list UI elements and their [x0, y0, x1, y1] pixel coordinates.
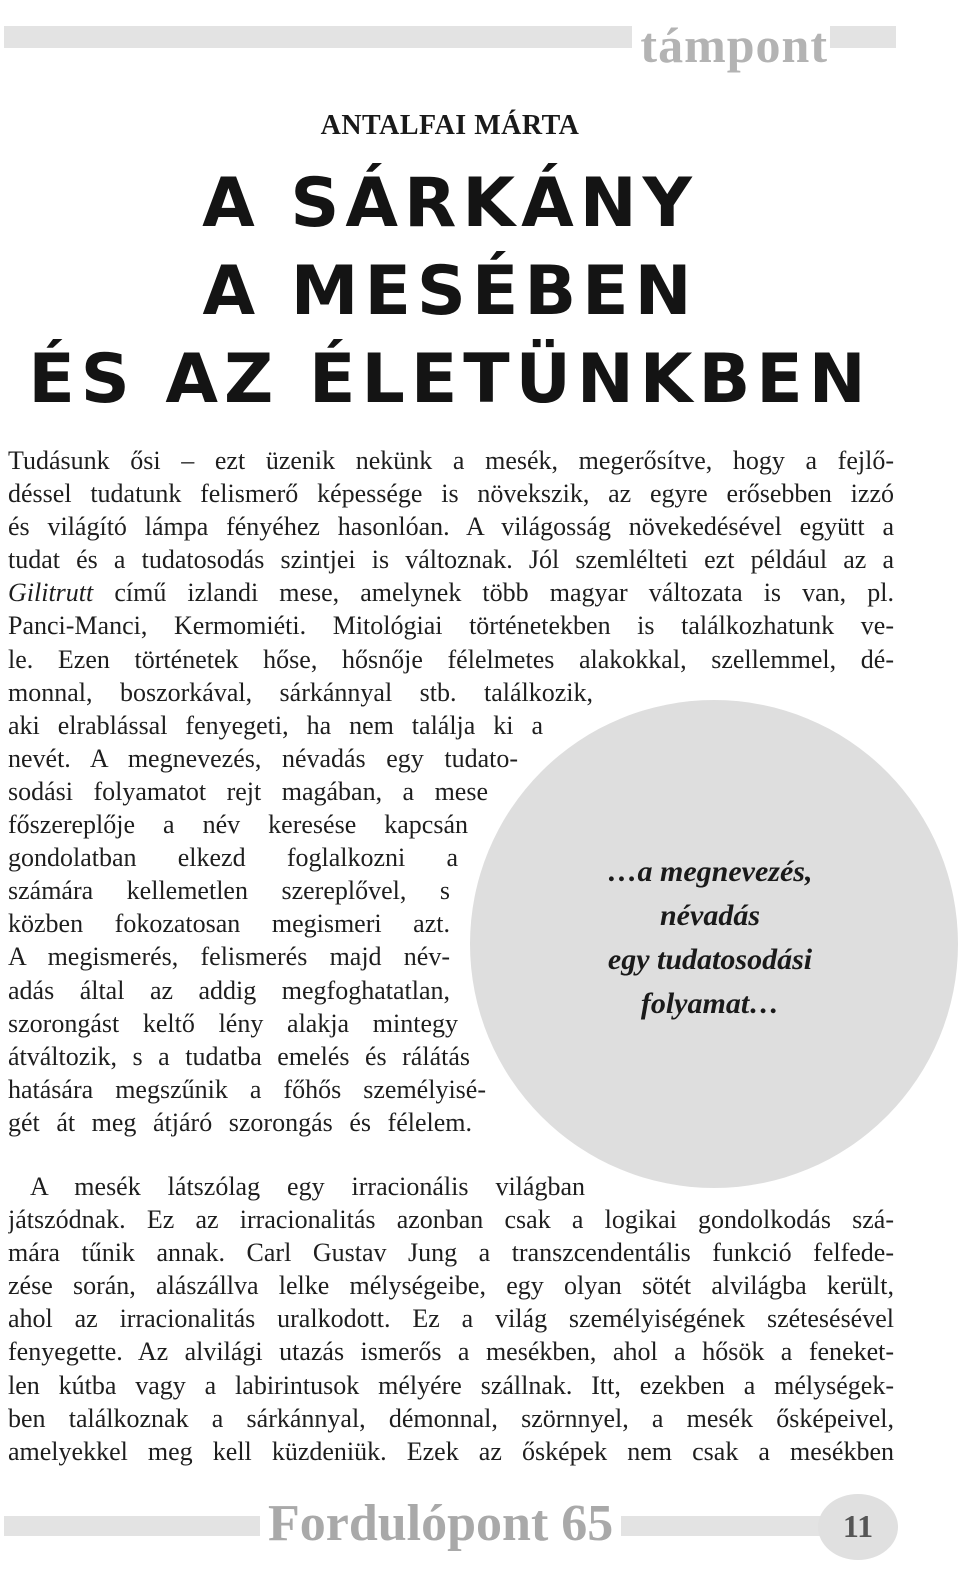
title-line: ÉS AZ ÉLETÜNKBEN [28, 340, 872, 419]
text-line: Tudásunk ősi – ezt üzenik nekünk a mesék, megerősítve, hogy a fejlő- [8, 446, 894, 475]
text-line: len kútba vagy a labirintusok mélyére szállnak. Itt, ezekben a mélységek- [8, 1370, 894, 1400]
text-line: számára kellemetlen szereplővel, s [8, 876, 450, 906]
text-line: ben találkoznak a sárkánnyal, démonnal, szörnnyel, a mesék ősképeivel, [8, 1403, 894, 1433]
text-line: főszereplője a név keresése kapcsán [8, 810, 468, 840]
text-line: közben fokozatosan megismeri azt. [8, 909, 450, 939]
journal-name: Fordulópont 65 [260, 1494, 621, 1554]
text-line: sodási folyamatot rejt magában, a mese [8, 776, 488, 806]
text-line: monnal, boszorkával, sárkánnyal stb. találkozik, [8, 677, 593, 707]
pull-quote [560, 850, 860, 1026]
text-line: fenyegette. Az alvilági utazás ismerős a mesékben, ahol a hősök a feneket- [8, 1337, 894, 1367]
article-title [0, 160, 900, 424]
text-line: nevét. A megnevezés, névadás egy tudato- [8, 743, 518, 773]
text-line: Panci-Manci, Kermomiéti. Mitológiai történetekben is találkozhatunk ve- [8, 611, 894, 641]
title-line: A MESÉBEN [202, 252, 698, 331]
text-line: aki elrablással fenyegeti, ha nem találja ki a [8, 710, 543, 740]
author-name: ANTALFAI MÁRTA [320, 110, 580, 141]
text-line: A mesék látszólag egy irracionális világban [30, 1172, 585, 1201]
pull-quote-line: folyamat… [640, 987, 780, 1020]
text-line: zése során, alászállva lelke mélységeibe, egy olyan sötét alvilágba került, [8, 1271, 894, 1301]
text-line: ahol az irracionalitás uralkodott. Ez a világ személyiségének szétesésével [8, 1304, 894, 1334]
text-line: gét át meg átjáró szorongás és félelem. [8, 1107, 472, 1137]
header-bar [4, 17, 896, 73]
pull-quote-line: …a megnevezés, [607, 855, 813, 888]
text-line: déssel tudatunk felismerő képessége is növekszik, az egyre erősebben izzó [8, 479, 894, 509]
text-line: mára tűnik annak. Carl Gustav Jung a transzcendentális funkció felfede- [8, 1238, 894, 1268]
text-line: adás által az addig megfoghatatlan, [8, 975, 450, 1005]
text-line: le. Ezen történetek hőse, hősnője félelmetes alakokkal, szellemmel, dé- [8, 644, 894, 674]
paragraph-2 [8, 1170, 894, 1468]
text-line: szorongást keltő lény alakja mintegy [8, 1008, 458, 1038]
page-number: 11 [842, 1508, 874, 1544]
text-line: játszódnak. Ez az irracionalitás azonban csak a logikai gondolkodás szá- [8, 1205, 894, 1235]
text-line: gondolatban elkezd foglalkozni a [8, 843, 458, 873]
text-line: tudat és a tudatosodás szintjei is változnak. Jól szemlélteti ezt például az a [8, 545, 894, 575]
tale-title: Gilitrutt [8, 578, 94, 608]
title-line: A SÁRKÁNY [202, 164, 698, 243]
text-line: Gilitrutt című izlandi mese, amelynek több magyar változata is van, pl. [8, 578, 894, 608]
text-line: A megismerés, felismerés majd név- [8, 942, 450, 972]
text-line: amelyekkel meg kell küzdeniük. Ezek az ősképek nem csak a mesékben [8, 1436, 894, 1466]
pull-quote-line: egy tudatosodási [607, 943, 813, 976]
section-tag: támpont [632, 20, 830, 72]
pull-quote-line: névadás [660, 899, 760, 932]
text-line: hatására megszűnik a főhős személyisé- [8, 1074, 486, 1104]
paragraph-1 [8, 444, 894, 1139]
text-line: és világító lámpa fényéhez hasonlóan. A világosság növekedésével együtt a [8, 512, 894, 542]
text-line: átváltozik, s a tudatba emelés és rálátás [8, 1041, 470, 1071]
